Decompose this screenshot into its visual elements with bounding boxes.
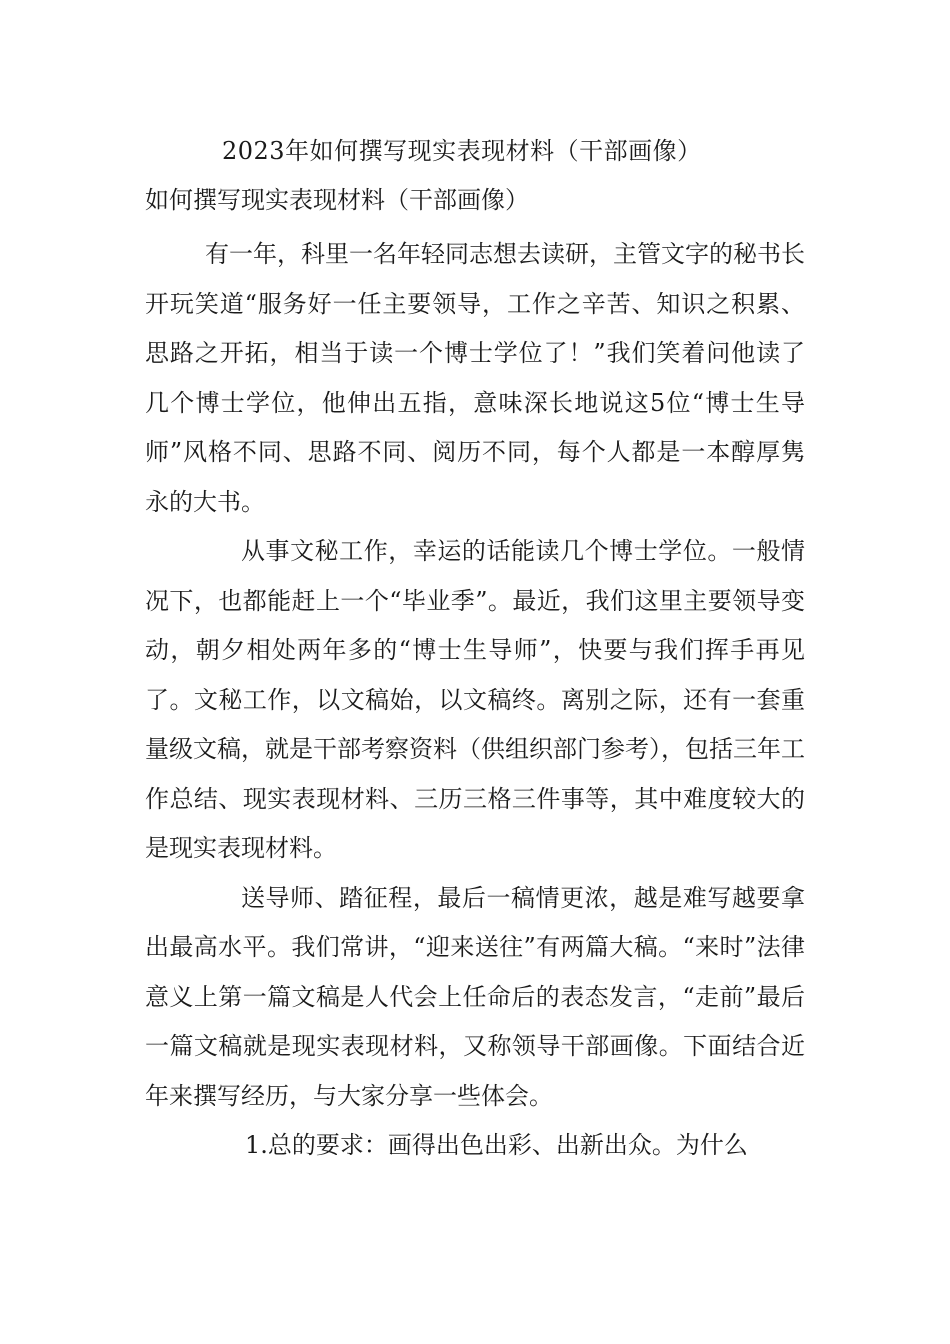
document-body — [145, 230, 805, 1171]
paragraph-3: 送导师、踏征程，最后一稿情更浓，越是难写越要拿出最高水平。我们常讲，“迎来送往”有两篇大稿。“来时”法律意义上第一篇文稿是人代会上任命后的表态发言，“走前”最后一篇文稿就是现实表现材料，又称领导干部画像。下面结合近年来撰写经历，与大家分享一些体会。 — [145, 883, 805, 1110]
paragraph-1: 有一年，科里一名年轻同志想去读研，主管文字的秘书长开玩笑道“服务好一任主要领导，工作之辛苦、知识之积累、思路之开拓，相当于读一个博士学位了！”我们笑着问他读了几个博士学位，他伸出五指，意味深长地说这5位“博士生导师”风格不同、思路不同、阅历不同，每个人都是一本醇厚隽永的大书。 — [145, 240, 805, 516]
document-subtitle: 如何撰写现实表现材料（干部画像） — [145, 186, 529, 214]
document-title: 2023年如何撰写现实表现材料（干部画像） — [222, 137, 702, 165]
paragraph-4: 1.总的要求：画得出色出彩、出新出众。为什么 — [245, 1131, 748, 1159]
paragraph-2: 从事文秘工作，幸运的话能读几个博士学位。一般情况下，也都能赶上一个“毕业季”。最近，我们这里主要领导变动，朝夕相处两年多的“博士生导师”，快要与我们挥手再见了。文秘工作，以文稿始，以文稿终。离别之际，还有一套重量级文稿，就是干部考察资料（供组织部门参考），包括三年工作总结、现实表现材料、三历三格三件事等，其中难度较大的是现实表现材料。 — [145, 537, 805, 862]
